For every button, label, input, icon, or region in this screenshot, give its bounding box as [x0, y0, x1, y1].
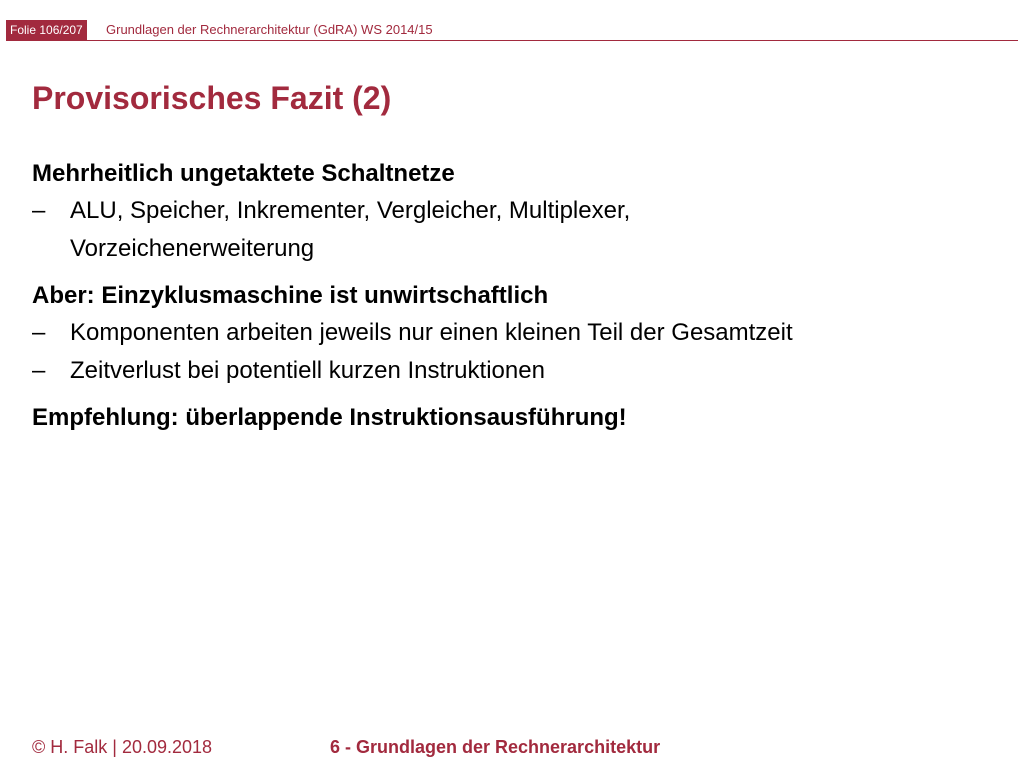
footer-author-date: © H. Falk | 20.09.2018: [32, 737, 213, 757]
bullet-dash-icon: –: [32, 319, 46, 346]
bullet-text: Vorzeichenerweiterung: [70, 235, 315, 262]
bullet-list: [32, 192, 992, 268]
section-schaltnetze: [32, 156, 992, 268]
section-heading: Mehrheitlich ungetaktete Schaltnetze: [32, 160, 455, 187]
section-empfehlung: [32, 400, 992, 436]
bullet-dash-icon: –: [32, 357, 46, 384]
bullet-dash-icon: –: [32, 197, 46, 224]
bullet-item: [32, 352, 992, 390]
footer: [0, 732, 1024, 762]
bullet-item: [32, 192, 992, 230]
bullet-item: [32, 314, 992, 352]
bullet-text: Komponenten arbeiten jeweils nur einen kleinen Teil der Gesamtzeit: [70, 319, 793, 346]
slide-content: [32, 156, 992, 446]
bullet-list: [32, 314, 992, 390]
slide-number-badge: Folie 106/207: [6, 20, 87, 40]
header-divider: [6, 40, 1018, 41]
bullet-text: Zeitverlust bei potentiell kurzen Instruktionen: [70, 357, 545, 384]
course-title: Grundlagen der Rechnerarchitektur (GdRA) WS 2014/15: [106, 22, 433, 37]
section-heading: Aber: Einzyklusmaschine ist unwirtschaftlich: [32, 282, 549, 309]
header-bar: [0, 0, 1024, 44]
section-einzyklusmaschine: [32, 278, 992, 390]
page-title: Provisorisches Fazit (2): [32, 80, 392, 116]
footer-chapter: 6 - Grundlagen der Rechnerarchitektur: [330, 737, 661, 757]
bullet-item-continuation: [32, 230, 992, 268]
section-heading: Empfehlung: überlappende Instruktionsausführung!: [32, 404, 627, 431]
bullet-text: ALU, Speicher, Inkrementer, Vergleicher, Multiplexer,: [70, 197, 631, 224]
